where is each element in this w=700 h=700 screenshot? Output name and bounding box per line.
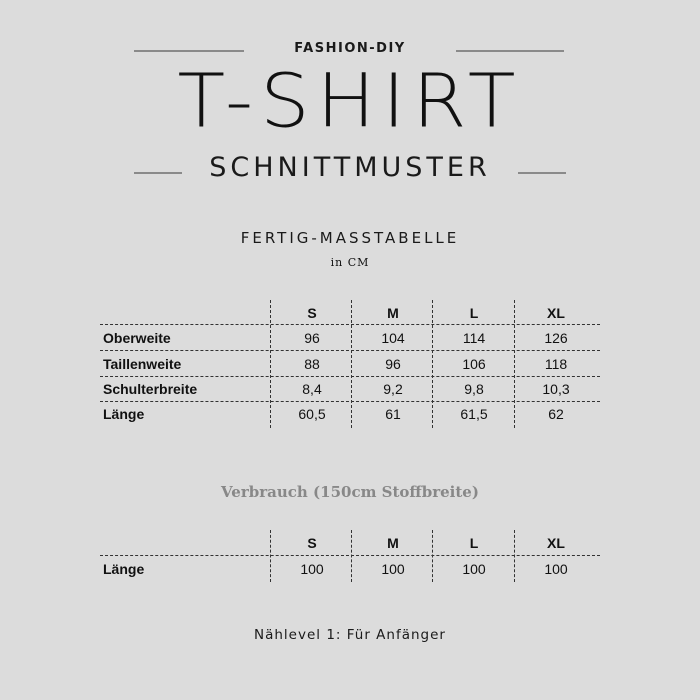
usage-table-title: Verbrauch (150cm Stoffbreite) <box>221 483 479 501</box>
row-label: Taillenweite <box>103 356 182 372</box>
row-divider <box>100 350 600 351</box>
table-row <box>100 326 600 350</box>
column-header-m: M <box>387 305 399 321</box>
page-subtitle: SCHNITTMUSTER <box>209 152 491 183</box>
column-header-l: L <box>469 535 479 551</box>
table-row <box>100 402 600 426</box>
table-cell: 10,3 <box>542 381 570 397</box>
table-cell: 106 <box>462 356 486 372</box>
table-row <box>100 377 600 401</box>
table-cell: 96 <box>385 356 401 372</box>
column-header-s: S <box>307 535 317 551</box>
column-header-m: M <box>387 535 399 551</box>
table-cell: 61,5 <box>460 406 488 422</box>
row-label: Länge <box>103 561 145 577</box>
table-row <box>100 352 600 376</box>
table-cell: 114 <box>462 330 486 346</box>
table-cell: 9,2 <box>383 381 403 397</box>
usage-table <box>100 530 600 586</box>
column-header-xl: XL <box>547 305 565 321</box>
table-header-row <box>100 531 600 555</box>
table-cell: 126 <box>544 330 568 346</box>
table-cell: 60,5 <box>298 406 326 422</box>
size-table-title: FERTIG-MASSTABELLE <box>240 229 460 247</box>
table-cell: 61 <box>385 406 401 422</box>
row-label: Schulterbreite <box>103 381 198 397</box>
table-header-row <box>100 301 600 325</box>
table-cell: 118 <box>544 356 568 372</box>
size-table <box>100 300 600 430</box>
table-cell: 100 <box>462 561 486 577</box>
table-cell: 100 <box>381 561 405 577</box>
row-divider <box>100 555 600 556</box>
header-kicker: FASHION-DIY <box>294 41 406 56</box>
table-cell: 9,8 <box>464 381 484 397</box>
column-header-xl: XL <box>547 535 565 551</box>
table-cell: 62 <box>548 406 564 422</box>
table-cell: 100 <box>544 561 568 577</box>
table-row <box>100 557 600 581</box>
table-cell: 100 <box>300 561 324 577</box>
size-table-unit: in CM <box>330 256 370 269</box>
table-cell: 8,4 <box>302 381 322 397</box>
page-title: T-SHIRT <box>177 59 523 145</box>
row-divider <box>100 324 600 325</box>
column-header-l: L <box>469 305 479 321</box>
table-cell: 96 <box>304 330 320 346</box>
row-label: Oberweite <box>103 330 171 346</box>
row-label: Länge <box>103 406 145 422</box>
column-header-s: S <box>307 305 317 321</box>
skill-level-note: Nählevel 1: Für Anfänger <box>254 627 446 643</box>
table-cell: 104 <box>381 330 405 346</box>
table-cell: 88 <box>304 356 320 372</box>
